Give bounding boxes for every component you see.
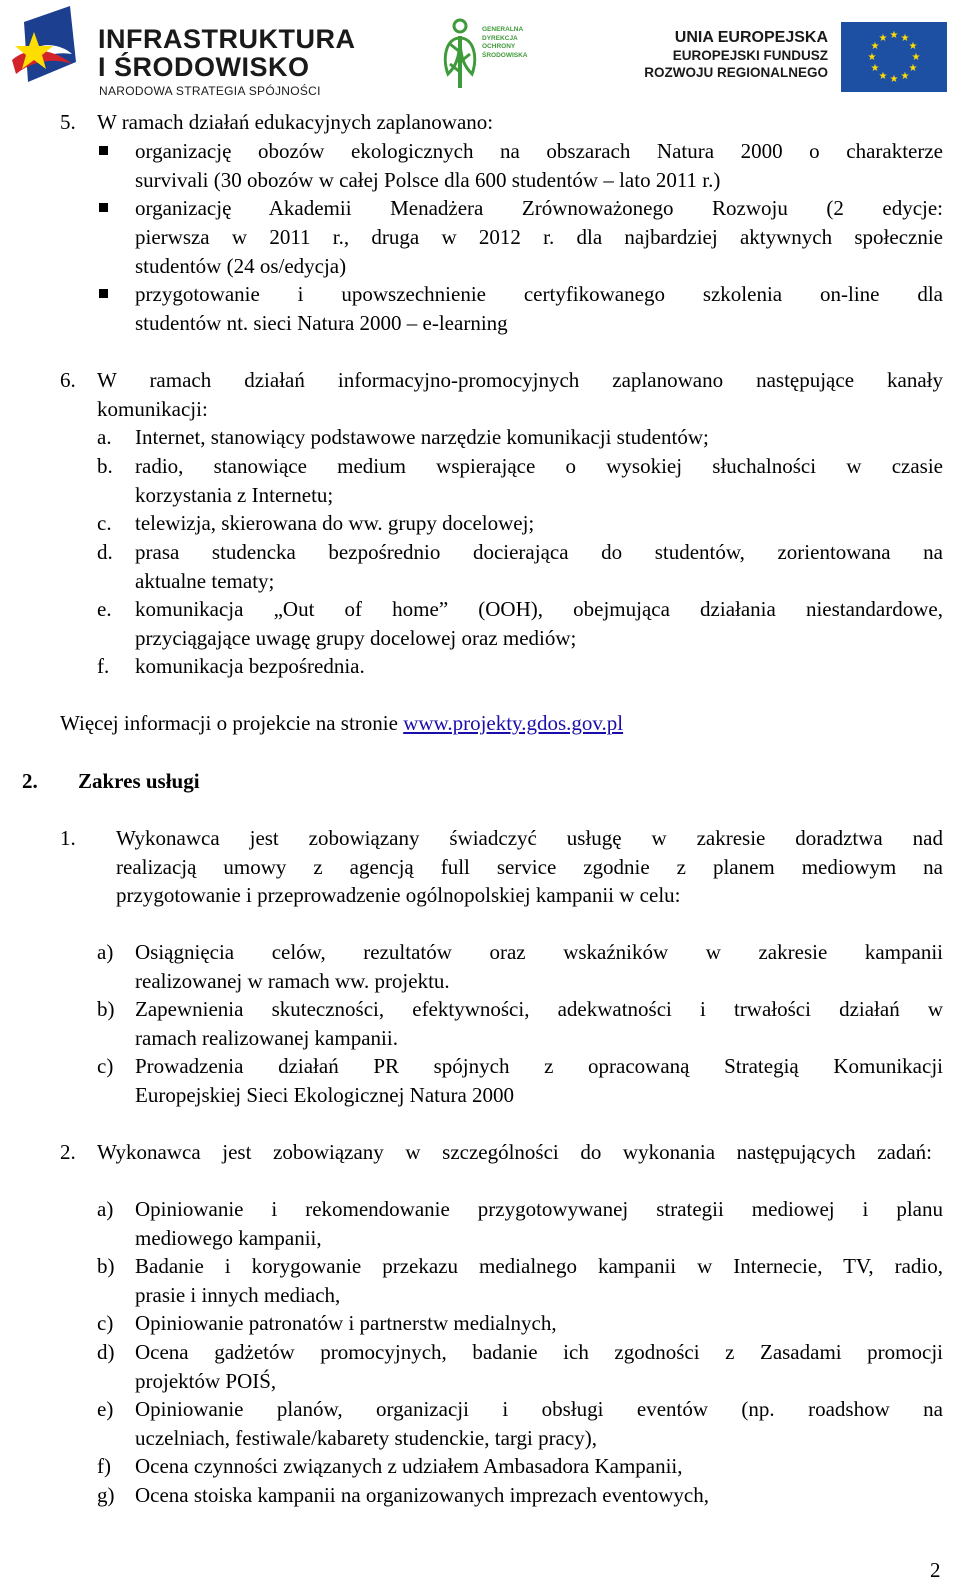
item6-d-line2: aktualne tematy; xyxy=(135,569,275,593)
item6-e-line2: przyciągające uwagę grupy docelowej oraz mediów; xyxy=(135,626,577,650)
p1-number: 1. xyxy=(60,826,76,850)
svg-text:★: ★ xyxy=(900,71,910,82)
item6-e-line1: komunikacja „Out of home” (OOH), obejmująca działania niestandardowe, xyxy=(135,597,943,621)
p1-c-label: c) xyxy=(97,1054,114,1078)
p1-a-line1: Osiągnięcia celów, rezultatów oraz wskaźników w zakresie kampanii xyxy=(135,940,943,964)
p2-a-line2: mediowego kampanii, xyxy=(135,1226,322,1250)
item6-d-line1: prasa studencka bezpośrednio docierająca do studentów, zorientowana na xyxy=(135,540,943,564)
p1-b-line2: ramach realizowanej kampanii. xyxy=(135,1026,398,1050)
item5-bullet3-line2: studentów nt. sieci Natura 2000 – e-learning xyxy=(135,311,508,335)
p2-b-label: b) xyxy=(97,1254,115,1278)
p1-c-line2: Europejskiej Sieci Ekologicznej Natura 2000 xyxy=(135,1083,515,1107)
infrastruktura-logo xyxy=(6,2,356,100)
svg-text:★: ★ xyxy=(908,41,918,52)
page-header xyxy=(0,0,960,100)
item6-b-line2: korzystania z Internetu; xyxy=(135,483,334,507)
item6-intro-line2: komunikacji: xyxy=(97,397,208,421)
p1-a-label: a) xyxy=(97,940,114,964)
p2-d-label: d) xyxy=(97,1340,115,1364)
svg-text:★: ★ xyxy=(878,71,888,82)
svg-text:★: ★ xyxy=(889,74,899,85)
item6-a-text: Internet, stanowiący podstawowe narzędzie komunikacji studentów; xyxy=(135,425,709,449)
item5-bullet2-line2: pierwsza w 2011 r., druga w 2012 r. dla najbardziej aktywnych społecznie xyxy=(135,225,943,249)
p2-e-line2: uczelniach, festiwale/kabarety studenckie, targi pracy), xyxy=(135,1426,597,1450)
p1-a-line2: realizowanej w ramach ww. projektu. xyxy=(135,969,450,993)
item6-c-text: telewizja, skierowana do ww. grupy docelowej; xyxy=(135,511,535,535)
p2-a-label: a) xyxy=(97,1197,114,1221)
square-bullet-icon xyxy=(99,146,108,155)
p2-d-line1: Ocena gadżetów promocyjnych, badanie ich zgodności z Zasadami promocji xyxy=(135,1340,943,1364)
p1-b-label: b) xyxy=(97,997,115,1021)
item6-e-label: e. xyxy=(97,597,112,621)
p2-c-text: Opiniowanie patronatów i partnerstw medialnych, xyxy=(135,1311,557,1335)
svg-text:★: ★ xyxy=(867,52,877,63)
p2-f-label: f) xyxy=(97,1454,111,1478)
eu-title: UNIA EUROPEJSKA xyxy=(674,29,828,46)
item5-number: 5. xyxy=(60,110,76,134)
section2-number: 2. xyxy=(22,769,38,793)
item6-f-label: f. xyxy=(97,654,110,678)
section2-title: Zakres usługi xyxy=(78,769,200,793)
svg-text:★: ★ xyxy=(889,30,899,41)
p1-b-line1: Zapewnienia skuteczności, efektywności, adekwatności i trwałości działań w xyxy=(135,997,943,1021)
p2-a-line1: Opiniowanie i rekomendowanie przygotowywanej strategii mediowej i planu xyxy=(135,1197,943,1221)
item6-c-label: c. xyxy=(97,511,112,535)
item6-b-label: b. xyxy=(97,454,113,478)
p1-line3: przygotowanie i przeprowadzenie ogólnopolskiej kampanii w celu: xyxy=(116,883,681,907)
page-number: 2 xyxy=(930,1558,941,1582)
svg-text:★: ★ xyxy=(878,33,888,44)
project-website-link[interactable]: www.projekty.gdos.gov.pl xyxy=(403,711,624,735)
p2-number: 2. xyxy=(60,1140,76,1164)
square-bullet-icon xyxy=(99,289,108,298)
p2-d-line2: projektów POIŚ, xyxy=(135,1369,277,1393)
item6-f-text: komunikacja bezpośrednia. xyxy=(135,654,365,678)
eu-regional-line: ROZWOJU REGIONALNEGO xyxy=(644,65,828,80)
item6-d-label: d. xyxy=(97,540,113,564)
p2-g-label: g) xyxy=(97,1483,115,1507)
strategy-subtitle: NARODOWA STRATEGIA SPÓJNOŚCI xyxy=(99,84,321,98)
item5-bullet1-line1: organizację obozów ekologicznych na obszarach Natura 2000 o charakterze xyxy=(135,139,943,163)
svg-text:★: ★ xyxy=(870,41,880,52)
gdos-text: GENERALNA DYREKCJA OCHRONY ŚRODOWISKA xyxy=(482,26,528,59)
p2-f-text: Ocena czynności związanych z udziałem Ambasadora Kampanii, xyxy=(135,1454,683,1478)
item6-intro-line1: W ramach działań informacyjno-promocyjnych zaplanowano następujące kanały xyxy=(97,368,943,392)
eu-fund-line: EUROPEJSKI FUNDUSZ xyxy=(672,48,828,63)
item6-number: 6. xyxy=(60,368,76,392)
svg-text:★: ★ xyxy=(908,63,918,74)
more-info-text: Więcej informacji o projekcie na stronie xyxy=(60,711,404,735)
eu-logo xyxy=(644,20,950,90)
svg-text:★: ★ xyxy=(900,33,910,44)
p2-g-text: Ocena stoiska kampanii na organizowanych imprezach eventowych, xyxy=(135,1483,709,1507)
infrastruktura-star-icon xyxy=(6,2,86,98)
eu-flag-icon xyxy=(841,22,947,92)
p1-line2: realizacją umowy z agencją full service zgodnie z planem mediowym na xyxy=(116,855,943,879)
leaf-icon xyxy=(440,18,480,92)
p2-c-label: c) xyxy=(97,1311,114,1335)
p2-b-line2: prasie i innych mediach, xyxy=(135,1283,341,1307)
item5-bullet3-line1: przygotowanie i upowszechnienie certyfikowanego szkolenia on-line dla xyxy=(135,282,943,306)
p1-line1: Wykonawca jest zobowiązany świadczyć usługę w zakresie doradztwa nad xyxy=(116,826,943,850)
p2-e-line1: Opiniowanie planów, organizacji i obsługi eventów (np. roadshow na xyxy=(135,1397,943,1421)
infrastruktura-title: INFRASTRUKTURA xyxy=(98,24,356,54)
p2-b-line1: Badanie i korygowanie przekazu medialnego kampanii w Internecie, TV, radio, xyxy=(135,1254,943,1278)
item6-b-line1: radio, stanowiące medium wspierające o wysokiej słuchalności w czasie xyxy=(135,454,943,478)
p2-line1: Wykonawca jest zobowiązany w szczególności do wykonania następujących zadań: xyxy=(97,1140,932,1164)
square-bullet-icon xyxy=(99,203,108,212)
p1-c-line1: Prowadzenia działań PR spójnych z opracowaną Strategią Komunikacji xyxy=(135,1054,943,1078)
srodowisko-title: I ŚRODOWISKO xyxy=(98,52,310,82)
item6-a-label: a. xyxy=(97,425,112,449)
item5-bullet1-line2: survivali (30 obozów w całej Polsce dla 600 studentów – lato 2011 r.) xyxy=(135,168,721,192)
svg-text:★: ★ xyxy=(911,52,921,63)
p2-e-label: e) xyxy=(97,1397,114,1421)
item5-bullet2-line1: organizację Akademii Menadżera Zrównoważonego Rozwoju (2 edycje: xyxy=(135,196,943,220)
item5-bullet2-line3: studentów (24 os/edycja) xyxy=(135,254,347,278)
more-info-line xyxy=(60,713,623,734)
item5-intro: W ramach działań edukacyjnych zaplanowano: xyxy=(97,110,494,134)
svg-text:★: ★ xyxy=(870,63,880,74)
gdos-logo xyxy=(440,18,530,92)
